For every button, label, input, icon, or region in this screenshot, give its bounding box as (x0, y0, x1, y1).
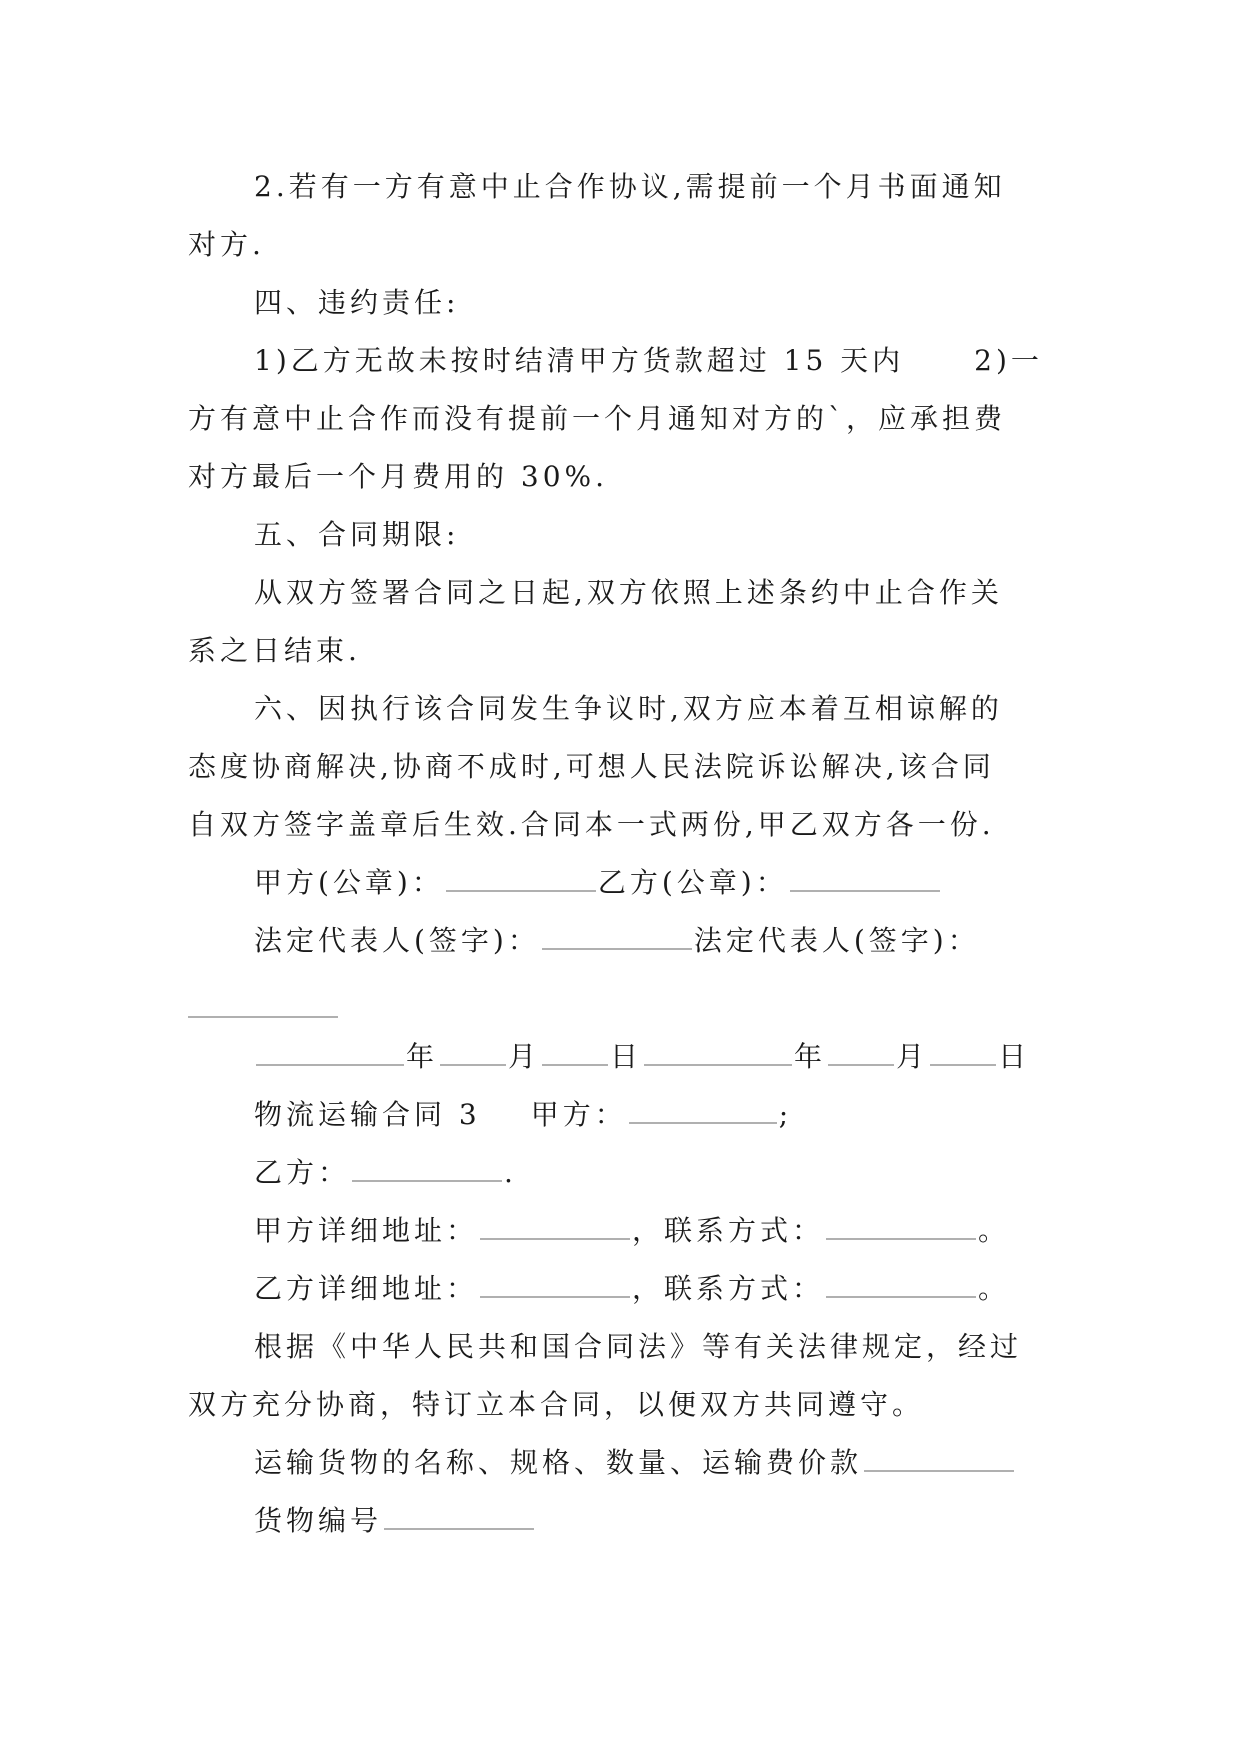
rep-b-blank[interactable] (188, 996, 338, 1018)
term-text (188, 564, 1050, 622)
day-label: 日 (610, 1040, 643, 1073)
text: 四、违约责任: (254, 286, 460, 319)
text: 方有意中止合作而没有提前一个月通知对方的`，应承担费 (188, 402, 1007, 435)
address-b-label: 乙方详细地址： (254, 1272, 479, 1305)
contract3-header (188, 1086, 1050, 1144)
liability-items (188, 332, 1050, 390)
dispute-clause (188, 680, 1050, 738)
party-b-blank[interactable] (352, 1160, 502, 1182)
date-a-month-blank[interactable] (440, 1044, 506, 1066)
date-line (188, 1028, 1050, 1086)
rep-b-label: 法定代表人(签字)： (693, 924, 980, 957)
date-a-year-blank[interactable] (256, 1044, 404, 1066)
goods-line (188, 1434, 1050, 1492)
month-label: 月 (508, 1040, 541, 1073)
party-b-seal-blank[interactable] (790, 870, 940, 892)
party-a-seal-label: 甲方(公章)： (254, 866, 444, 899)
punct: . (504, 1156, 517, 1189)
party-b-address-line (188, 1260, 1050, 1318)
text: 自双方签字盖章后生效.合同本一式两份,甲乙双方各一份. (188, 808, 995, 841)
goods-number-line (188, 1492, 1050, 1550)
party-b-seal-label: 乙方(公章)： (597, 866, 788, 899)
text: 双方充分协商，特订立本合同，以便双方共同遵守。 (188, 1388, 925, 1421)
contact-label: ，联系方式： (632, 1214, 825, 1247)
contract-page (188, 158, 1050, 1550)
goods-number-blank[interactable] (384, 1508, 534, 1530)
address-b-blank[interactable] (480, 1276, 630, 1298)
text: 对方最后一个月费用的 30%. (188, 460, 609, 493)
term-text-cont (188, 622, 1050, 680)
section-heading-term (188, 506, 1050, 564)
party-a-blank[interactable] (629, 1102, 777, 1124)
dispute-clause-cont-2 (188, 796, 1050, 854)
text: 系之日结束. (188, 634, 361, 667)
representative-line (188, 912, 1050, 970)
text: 五、合同期限: (254, 518, 460, 551)
party-b-line (188, 1144, 1050, 1202)
year-label: 年 (406, 1040, 439, 1073)
text: 六、因执行该合同发生争议时,双方应本着互相谅解的 (254, 692, 1003, 725)
text: 1)乙方无故未按时结清甲方货款超过 15 天内 (254, 344, 905, 377)
text: 从双方签署合同之日起,双方依照上述条约中止合作关 (254, 576, 1003, 609)
party-b-label: 乙方： (254, 1156, 351, 1189)
legal-basis-cont (188, 1376, 1050, 1434)
goods-label: 运输货物的名称、规格、数量、运输费价款 (254, 1446, 863, 1479)
contact-a-blank[interactable] (826, 1218, 976, 1240)
goods-blank[interactable] (864, 1450, 1014, 1472)
rep-a-blank[interactable] (542, 928, 692, 950)
punct: 。 (978, 1214, 1011, 1247)
party-a-label: 甲方： (530, 1098, 627, 1131)
text: 对方. (188, 228, 265, 261)
section-heading-liability (188, 274, 1050, 332)
date-b-month-blank[interactable] (828, 1044, 894, 1066)
contract3-title: 物流运输合同 3 (254, 1098, 481, 1131)
rep-b-blank-line (188, 970, 1050, 1028)
year-label: 年 (794, 1040, 827, 1073)
legal-basis (188, 1318, 1050, 1376)
party-a-seal-blank[interactable] (446, 870, 596, 892)
contact-b-blank[interactable] (826, 1276, 976, 1298)
text: 2.若有一方有意中止合作协议,需提前一个月书面通知 (254, 170, 1006, 203)
liability-cont (188, 390, 1050, 448)
contact-label: ，联系方式： (632, 1272, 825, 1305)
day-label: 日 (998, 1040, 1031, 1073)
goods-number-label: 货物编号 (254, 1504, 383, 1537)
month-label: 月 (896, 1040, 929, 1073)
dispute-clause-cont (188, 738, 1050, 796)
date-b-year-blank[interactable] (644, 1044, 792, 1066)
punct: ; (778, 1098, 793, 1131)
party-a-address-line (188, 1202, 1050, 1260)
clause-termination-notice (188, 158, 1050, 216)
date-a-day-blank[interactable] (542, 1044, 608, 1066)
liability-cont-2 (188, 448, 1050, 506)
seal-line (188, 854, 1050, 912)
rep-a-label: 法定代表人(签字)： (254, 924, 540, 957)
date-b-day-blank[interactable] (930, 1044, 996, 1066)
text: 态度协商解决,协商不成时,可想人民法院诉讼解决,该合同 (188, 750, 995, 783)
address-a-label: 甲方详细地址： (254, 1214, 479, 1247)
text: 2)一 (974, 344, 1043, 377)
punct: 。 (978, 1272, 1011, 1305)
clause-termination-notice-cont (188, 216, 1050, 274)
text: 根据《中华人民共和国合同法》等有关法律规定，经过 (254, 1330, 1023, 1363)
address-a-blank[interactable] (480, 1218, 630, 1240)
